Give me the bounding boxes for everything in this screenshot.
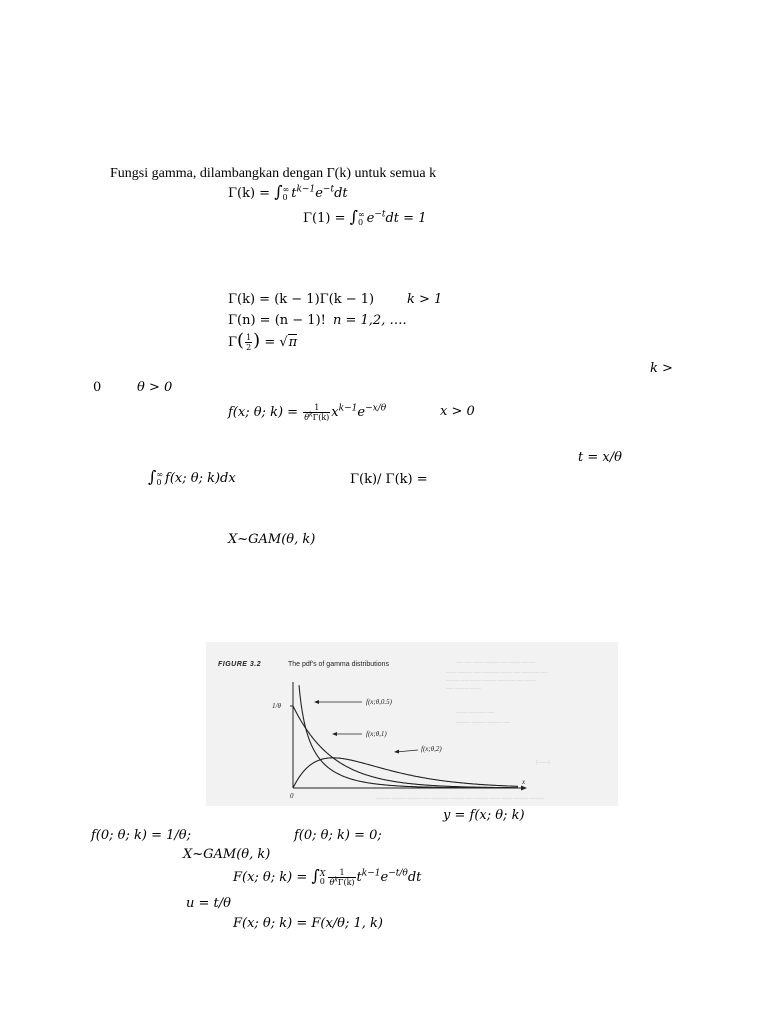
curve-label-k05: f(x;θ,0.5) [366,698,392,706]
gamma-cdf [233,868,421,887]
gamma-cdf-scaled: F(x; θ; k) = F(x/θ; 1, k) [233,916,384,931]
gamma-factorial: Γ(n) = (n − 1)! [228,313,326,328]
gamma-pdf [228,403,386,422]
curve-k-0-5 [299,685,518,788]
dist-notation: X~GAM(θ, k) [228,532,316,547]
int-pdf-upper: ∞ [156,469,164,479]
figure-svg [206,642,618,806]
integral-sign: ∫ [148,467,157,486]
ghost-text: ── ── ─── ──── ── ─── ──── [456,660,536,666]
callout-arrow-k1 [332,732,337,736]
ghost-text: ── ──── ─── [446,686,481,692]
pdf-den-tail: Γ(k) [312,413,330,422]
ghost-text: ──── ──── ──── ── ───── ──── ── ──── ─── ─── ──── ──── [376,796,544,802]
pdf-exp1: k−1 [338,403,358,414]
gamma-recursion: Γ(k) = (k − 1)Γ(k − 1) [228,292,375,307]
eq5-num: 1 [246,333,252,342]
callout-arrow-k2 [394,750,399,754]
cdf-exp2: −t/θ [388,868,408,879]
pdf-den: θ [304,413,310,422]
eq1-upper: ∞ [282,184,290,194]
eq2-e: e [366,211,375,226]
f0-k-gt1: f(0; θ; k) = 0; [294,828,382,843]
cdf-upper: X [319,868,326,878]
dist-notation-2: X~GAM(θ, k) [183,847,271,862]
callout-line-k2 [396,750,418,752]
pdf-e: e [357,405,366,420]
pdf-num: 1 [303,403,330,413]
pdf-integral [148,469,236,487]
eq2-tail: dt = 1 [385,211,427,226]
gamma-one [303,209,426,227]
subst-u: u = t/θ [186,896,231,911]
ghost-text: (───) [536,760,550,766]
ghost-text: ─── ───── ── [456,710,495,716]
integral-sign: ∫ [349,207,358,226]
pdf-lhs: f(x; θ; k) = [228,405,303,420]
int-pdf-body: f(x; θ; k)dx [165,471,236,486]
sqrt-sign: √ [279,335,288,350]
f0-k1: f(0; θ; k) = 1/θ; [91,828,191,843]
cdf-lower: 0 [319,876,325,886]
eq5-eq: = [260,335,280,350]
curve-k-1 [293,706,518,788]
eq1-tail: dt [334,186,348,201]
eq1-e: e [315,186,323,201]
x-axis-arrow [521,786,527,791]
eq1-lhs: Γ(k) = [228,186,275,201]
sqrt-arg: π [288,335,298,350]
eq1-exp1: k−1 [296,184,316,195]
eq2-lhs: Γ(1) = [303,211,350,226]
eq1-t: t [291,186,297,201]
cdf-den-exp: k [334,876,338,884]
callout-arrow-k05 [314,700,319,704]
ghost-text: ──── ──── ──── ── [456,720,510,726]
y-eq: y = f(x; θ; k) [443,808,525,823]
gamma-ratio: Γ(k)/ Γ(k) = [350,472,428,487]
cdf-den: θ [329,878,335,887]
cdf-exp1: k−1 [361,868,381,879]
y-tick-label: 1/θ [272,702,281,710]
figure-title: The pdf's of gamma distributions [288,661,389,668]
ghost-text: ──── ── ─── ──── ───── ── ─── [446,678,536,684]
integral-sign: ∫ [311,866,320,885]
eq2-exp2: −t [374,209,386,220]
origin-label: 0 [290,792,294,800]
eq2-lower: 0 [357,217,364,227]
gamma-pdf-figure [206,642,618,806]
curve-label-k2: f(x;θ,2) [421,745,442,753]
cdf-e: e [380,870,389,885]
eq5-lhs: Γ [228,335,238,350]
gamma-half: Γ( $\frac{1}{2}$ ) = √π [228,330,298,352]
pdf-x: x [331,405,339,420]
eq2-upper: ∞ [357,209,365,219]
eq5-den: 2 [246,343,252,352]
x-axis-label: x [522,778,526,786]
cdf-t: t [356,870,362,885]
cond-k: k > [650,361,673,376]
integral-sign: ∫ [274,182,283,201]
pdf-exp2: −x/θ [365,403,387,414]
subst-t: t = x/θ [578,450,622,465]
cdf-num: 1 [328,868,355,878]
eq1-exp2: −t [322,184,335,195]
cond-k-zero: 0 [93,380,102,395]
eq1-lower: 0 [282,192,288,202]
cdf-den-tail: Γ(k) [337,878,355,887]
gamma-recursion-cond: k > 1 [407,292,443,307]
cdf-tail: dt [407,870,422,885]
intro-text: Fungsi gamma, dilambangkan dengan Γ(k) untuk semua k [110,166,437,181]
figure-label: FIGURE 3.2 [218,661,262,668]
int-pdf-lower: 0 [156,477,162,487]
curve-label-k1: f(x;θ,1) [366,730,387,738]
pdf-den-exp: k [309,411,313,419]
ghost-text: ─── ──── ── ───── ─── ── ───── ── [446,670,548,676]
gamma-definition [228,184,348,202]
pdf-cond: x > 0 [440,404,475,419]
gamma-factorial-cond: n = 1,2, …. [333,313,407,328]
cdf-lhs: F(x; θ; k) = [233,870,312,885]
cond-theta: θ > 0 [137,380,173,395]
